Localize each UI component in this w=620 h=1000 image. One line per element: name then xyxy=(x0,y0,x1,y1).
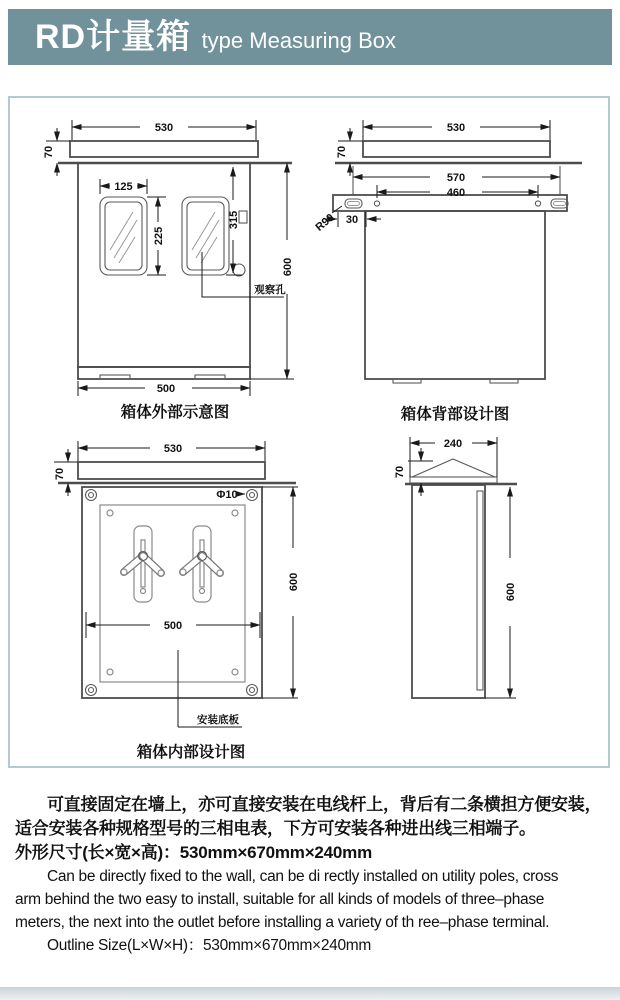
meter-bracket-right xyxy=(180,526,223,602)
drawing-exterior xyxy=(43,120,294,396)
page-title-en: type Measuring Box xyxy=(201,28,396,53)
dim-label: 600 xyxy=(505,582,517,602)
dim-label: 225 xyxy=(153,226,165,246)
mounting-plate-label: 安装底板 xyxy=(197,714,239,726)
dim-label: 600 xyxy=(288,572,300,592)
drawing-interior xyxy=(54,441,300,727)
observation-hole-label: 观察孔 xyxy=(254,284,286,296)
dim-label: 70 xyxy=(394,465,406,479)
caption-back: 箱体背部设计图 xyxy=(400,406,510,423)
description-line-en: Can be directly fixed to the wall, can be di rectly installed on utility poles, cross xyxy=(47,868,559,885)
mounting-plate xyxy=(100,505,245,682)
dim-label: 530 xyxy=(163,443,183,455)
hole-diameter-label: Φ10 xyxy=(216,489,238,501)
door-latch xyxy=(239,211,247,223)
dim-label: 70 xyxy=(336,145,348,159)
caption-exterior: 箱体外部示意图 xyxy=(120,404,230,421)
window-right xyxy=(182,197,229,275)
description-line-en: Outline Size(L×W×H)：530mm×670mm×240mm xyxy=(47,937,371,954)
dim-label: 70 xyxy=(54,467,66,481)
dim-label: 315 xyxy=(228,210,240,230)
dim-label: 70 xyxy=(43,145,55,159)
description-line-en: meters, the next into the outlet before installing a variety of th ree–phase terminal. xyxy=(15,914,550,931)
dim-label: 530 xyxy=(446,122,466,134)
window-left xyxy=(100,197,147,275)
dim-label: 125 xyxy=(114,181,133,193)
drawing-back xyxy=(313,120,582,383)
dim-label: 30 xyxy=(345,214,359,226)
footer-band xyxy=(0,987,620,1000)
observation-hole xyxy=(233,264,245,276)
description-line-zh: 外形尺寸(长×宽×高)：530mm×670mm×240mm xyxy=(15,843,373,862)
meter-bracket-left xyxy=(121,526,164,602)
page-title-zh: RD计量箱 xyxy=(35,18,192,56)
drawing-side xyxy=(394,437,517,698)
dim-label: 600 xyxy=(282,257,294,277)
description-line-en: arm behind the two easy to install, suitable for all kinds of models of three–phase xyxy=(15,891,545,908)
dim-label: 500 xyxy=(156,383,176,395)
dim-label: 570 xyxy=(446,172,466,184)
caption-interior: 箱体内部设计图 xyxy=(136,744,246,761)
dim-label: 240 xyxy=(443,438,463,450)
dim-label: 460 xyxy=(446,187,466,199)
radius-label: R90 xyxy=(313,211,337,234)
door-edge xyxy=(477,491,483,690)
description-line-zh: 可直接固定在墙上，亦可直接安装在电线杆上，背后有二条横担方便安装， xyxy=(47,795,602,814)
dim-label: 500 xyxy=(163,620,183,632)
description-line-zh: 适合安装各种规格型号的三相电表，下方可安装各种进出线三相端子。 xyxy=(15,819,536,838)
dim-label: 530 xyxy=(154,122,174,134)
description-block xyxy=(15,793,609,957)
